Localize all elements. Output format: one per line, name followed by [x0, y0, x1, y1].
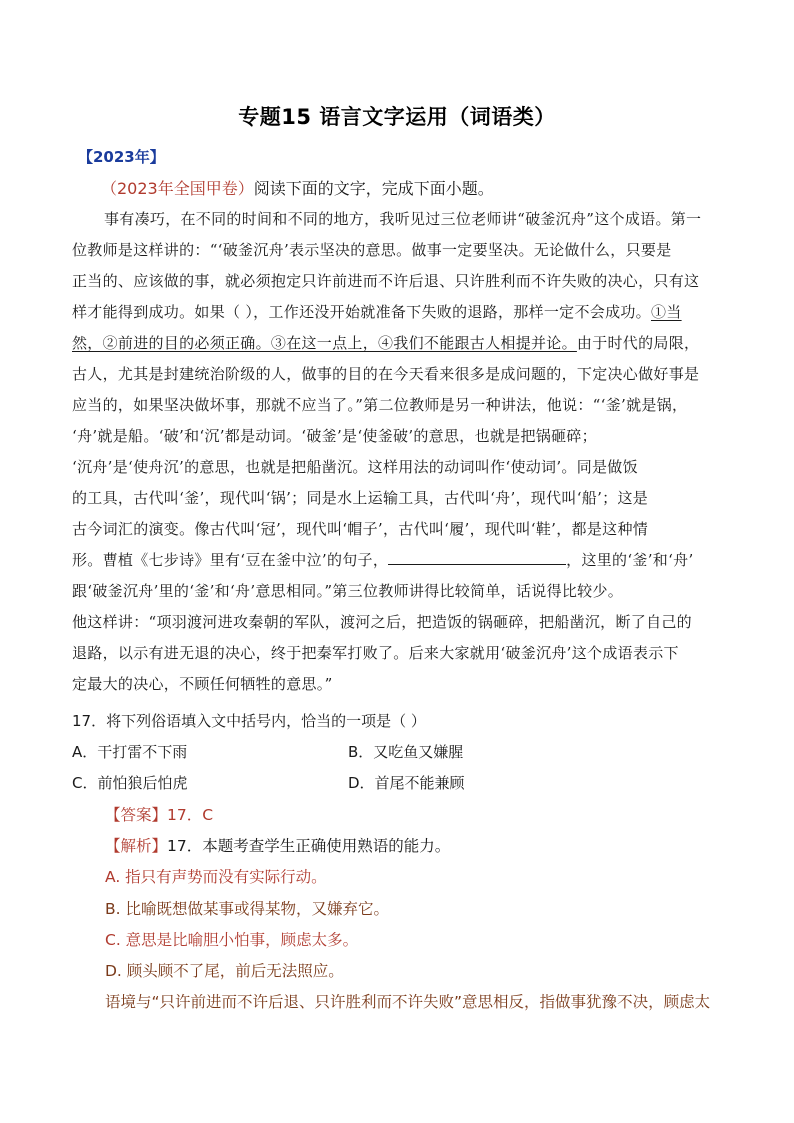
analysis-tag: 【解析】	[105, 837, 168, 855]
passage-text: 正当的、应该做的事，就必须抱定只许前进而不许后退、只许胜利而不许失败的决心，只有这	[72, 272, 700, 290]
analysis-text: 17．本题考查学生正确使用熟语的能力。	[167, 837, 451, 855]
passage-line	[72, 578, 623, 604]
passage-line	[72, 299, 682, 325]
passage-text: ，这里的‘釜’和‘舟’	[566, 551, 694, 569]
analysis-item-c: C. 意思是比喻胆小怕事，顾虑太多。	[105, 931, 359, 949]
passage-text: 他这样讲：“项羽渡河进攻秦朝的军队，渡河之后，把造饭的锅砸碎，把船凿沉，断了自己的	[72, 613, 692, 631]
passage-text: 由于时代的局限，	[576, 334, 700, 352]
passage-text: ‘舟’就是船。‘破’和‘沉’都是动词。‘破釜’是‘使釜破’的意思，也就是把锅砸碎；	[72, 427, 597, 445]
passage-line	[72, 547, 694, 573]
passage-line	[72, 392, 687, 418]
analysis-line	[105, 834, 450, 856]
intro-source: （2023年全国甲卷）	[101, 179, 254, 198]
passage-text: 跟‘破釜沉舟’里的‘釜’和‘舟’意思相同。”第三位教师讲得比较简单，话说得比较少。	[72, 582, 624, 600]
context-explanation: 语境与“只许前进而不许后退、只许胜利而不许失败”意思相反，指做事犹豫不决，顾虑太	[105, 993, 711, 1011]
answer-tag: 【答案】	[105, 806, 168, 824]
passage-text: 古今词汇的演变。像古代叫‘冠’，现代叫‘帽子’，古代叫‘履’，现代叫‘鞋’，都是这种情	[72, 520, 649, 538]
underlined-sentence: 然，②前进的目的必须正确。③在这一点上，④我们不能跟古人相提并论。	[72, 334, 577, 352]
passage-line	[104, 206, 701, 232]
question-17: 17．将下列俗语填入文中括号内，恰当的一项是（ ）	[72, 712, 426, 730]
passage-text: ‘沉舟’是‘使舟沉’的意思，也就是把船凿沉。这样用法的动词叫作‘使动词’。同是做饭	[72, 458, 638, 476]
passage-line	[72, 516, 648, 542]
option-a: A．干打雷不下雨	[72, 743, 188, 761]
answer-line	[105, 803, 213, 825]
passage-text: 定最大的决心，不顾任何牺牲的意思。”	[72, 675, 333, 693]
passage-line	[72, 361, 699, 387]
passage-line	[72, 423, 597, 449]
passage-text: 应当的，如果坚决做坏事，那就不应当了。”第二位教师是另一种讲法，他说：“‘釜’就是锅，	[72, 396, 688, 414]
page-title: 专题15 语言文字运用（词语类）	[238, 105, 556, 129]
passage-text: 形。曹植《七步诗》里有‘豆在釜中泣’的句子，	[72, 551, 389, 569]
passage-text: 的工具，古代叫‘釜’，现代叫‘锅’；同是水上运输工具，古代叫‘舟’，现代叫‘船’；这是	[72, 489, 649, 507]
passage-text: 位教师是这样讲的：“‘破釜沉舟’表示坚决的意思。做事一定要坚决。无论做什么，只要是	[72, 241, 672, 259]
passage-line	[72, 485, 648, 511]
option-b: B．又吃鱼又嫌腥	[348, 743, 464, 761]
passage-text: 古人，尤其是封建统治阶级的人，做事的目的在今天看来很多是成问题的，下定决心做好事是	[72, 365, 700, 383]
passage-line	[72, 330, 699, 356]
answer-value: 17．C	[167, 806, 214, 824]
passage-line	[72, 454, 638, 480]
analysis-item-b: B. 比喻既想做某事或得某物，又嫌弃它。	[105, 900, 389, 918]
passage-text: 退路，以示有进无退的决心，终于把秦军打败了。后来大家就用‘破釜沉舟’这个成语表示下	[72, 644, 679, 662]
intro-line	[101, 176, 494, 199]
fill-in-blank	[388, 550, 566, 565]
year-tag: 【2023年】	[78, 148, 165, 166]
underlined-sentence: ①当	[650, 303, 682, 321]
analysis-item-a: A. 指只有声势而没有实际行动。	[105, 868, 327, 886]
passage-line	[72, 671, 333, 697]
analysis-item-d: D. 顾头顾不了尾，前后无法照应。	[105, 962, 344, 980]
intro-text: 阅读下面的文字，完成下面小题。	[253, 179, 494, 198]
option-d: D．首尾不能兼顾	[348, 774, 465, 792]
passage-line	[72, 268, 699, 294]
passage-text: 样才能得到成功。如果（ ），工作还没开始就准备下失败的退路，那样一定不会成功。	[72, 303, 651, 321]
passage-line	[72, 609, 692, 635]
passage-line	[72, 237, 672, 263]
passage-line	[72, 640, 679, 666]
passage-text: 事有凑巧，在不同的时间和不同的地方，我听见过三位老师讲“破釜沉舟”这个成语。第一	[104, 210, 702, 228]
option-c: C．前怕狼后怕虎	[72, 774, 188, 792]
